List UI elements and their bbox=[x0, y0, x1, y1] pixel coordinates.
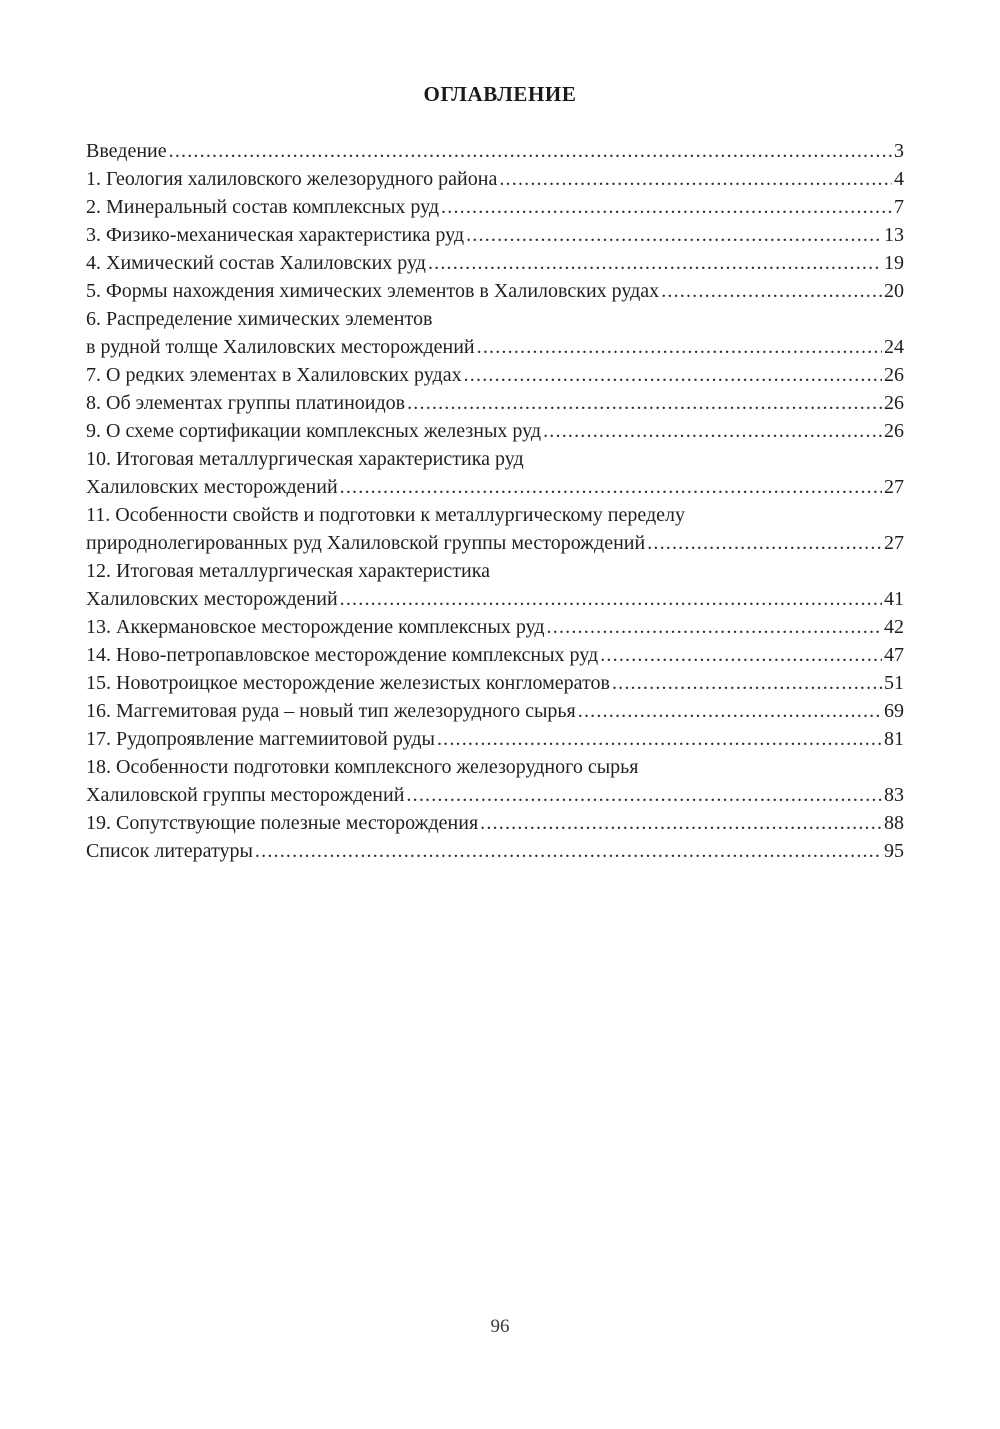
toc-entry-title: 19. Сопутствующие полезные месторождения bbox=[86, 812, 479, 834]
toc-entry-page-number: 81 bbox=[884, 728, 904, 750]
toc-entry bbox=[86, 305, 904, 361]
toc-entry-title: 5. Формы нахождения химических элементов в Халиловских рудах bbox=[86, 280, 660, 302]
toc-entry bbox=[86, 697, 904, 725]
dot-leader bbox=[441, 193, 892, 221]
toc-entry-title: 15. Новотроицкое месторождение железистых конгломератов bbox=[86, 672, 610, 694]
toc-entry-page-number: 7 bbox=[894, 196, 904, 218]
toc-entry bbox=[86, 501, 904, 557]
toc-entry-title: 8. Об элементах группы платиноидов bbox=[86, 392, 406, 414]
toc-entry-title: в рудной толще Халиловских месторождений bbox=[86, 336, 475, 358]
dot-leader bbox=[466, 221, 882, 249]
toc-entry bbox=[86, 753, 904, 809]
dot-leader bbox=[340, 473, 882, 501]
dot-leader bbox=[499, 165, 892, 193]
toc-entry-title-line: 10. Итоговая металлургическая характеристика руд bbox=[86, 448, 524, 470]
toc-entry-page-number: 27 bbox=[884, 532, 904, 554]
dot-leader bbox=[428, 249, 882, 277]
toc-entry bbox=[86, 249, 904, 277]
toc-entry bbox=[86, 669, 904, 697]
toc-entry bbox=[86, 417, 904, 445]
toc-entry-title-line: 12. Итоговая металлургическая характеристика bbox=[86, 560, 490, 582]
toc-entry-title: 16. Маггемитовая руда – новый тип железорудного сырья bbox=[86, 700, 576, 722]
toc-entry-row bbox=[86, 725, 904, 753]
dot-leader bbox=[543, 417, 882, 445]
toc-entry bbox=[86, 277, 904, 305]
toc-entry-title: 4. Химический состав Халиловских руд bbox=[86, 252, 426, 274]
toc-entry-row bbox=[86, 221, 904, 249]
toc-entry-row bbox=[86, 417, 904, 445]
toc-entry bbox=[86, 193, 904, 221]
dot-leader bbox=[578, 697, 882, 725]
toc-entry-page-number: 4 bbox=[894, 168, 904, 190]
toc-entry-row bbox=[86, 781, 904, 809]
toc-entry-row bbox=[86, 809, 904, 837]
toc-entry-row bbox=[86, 837, 904, 865]
toc-entry bbox=[86, 389, 904, 417]
toc-entry bbox=[86, 165, 904, 193]
dot-leader bbox=[437, 725, 882, 753]
toc-entry-row bbox=[86, 165, 904, 193]
toc-entry-row bbox=[86, 277, 904, 305]
toc-entry-row bbox=[86, 529, 904, 557]
toc-entry-row bbox=[86, 333, 904, 361]
toc-entry-row bbox=[86, 389, 904, 417]
page-number: 96 bbox=[490, 1316, 510, 1337]
page-title: ОГЛАВЛЕНИЕ bbox=[423, 82, 577, 106]
toc-entry-title: Введение bbox=[86, 140, 167, 162]
dot-leader bbox=[647, 529, 882, 557]
dot-leader bbox=[612, 669, 882, 697]
toc-entry-title: 7. О редких элементах в Халиловских рудах bbox=[86, 364, 462, 386]
toc-entry bbox=[86, 445, 904, 501]
toc-entry-page-number: 42 bbox=[884, 616, 904, 638]
toc-entry-row bbox=[86, 613, 904, 641]
toc-entry-title-line: 11. Особенности свойств и подготовки к металлургическому переделу bbox=[86, 504, 685, 526]
toc-entry bbox=[86, 641, 904, 669]
toc-entry-page-number: 26 bbox=[884, 392, 904, 414]
toc-entry-row bbox=[86, 249, 904, 277]
toc-entry-title: 14. Ново-петропавловское месторождение комплексных руд bbox=[86, 644, 599, 666]
dot-leader bbox=[464, 361, 882, 389]
table-of-contents bbox=[86, 137, 904, 865]
toc-entry-row bbox=[86, 697, 904, 725]
dot-leader bbox=[477, 333, 882, 361]
toc-entry bbox=[86, 613, 904, 641]
toc-entry-page-number: 20 bbox=[884, 280, 904, 302]
toc-entry-title: 1. Геология халиловского железорудного района bbox=[86, 168, 498, 190]
toc-entry-title: Список литературы bbox=[86, 840, 253, 862]
dot-leader bbox=[340, 585, 882, 613]
toc-entry-page-number: 69 bbox=[884, 700, 904, 722]
dot-leader bbox=[547, 613, 882, 641]
toc-entry-title: 2. Минеральный состав комплексных руд bbox=[86, 196, 440, 218]
toc-entry-title: 13. Аккермановское месторождение комплексных руд bbox=[86, 616, 545, 638]
toc-entry-row bbox=[86, 193, 904, 221]
toc-entry-title-line: 6. Распределение химических элементов bbox=[86, 308, 433, 330]
toc-entry bbox=[86, 137, 904, 165]
dot-leader bbox=[255, 837, 882, 865]
toc-entry-page-number: 19 bbox=[884, 252, 904, 274]
toc-entry bbox=[86, 725, 904, 753]
toc-entry-title-line: 18. Особенности подготовки комплексного железорудного сырья bbox=[86, 756, 639, 778]
dot-leader bbox=[169, 137, 892, 165]
toc-entry-title: Халиловских месторождений bbox=[86, 476, 338, 498]
toc-entry bbox=[86, 221, 904, 249]
toc-entry-page-number: 26 bbox=[884, 420, 904, 442]
toc-entry-row bbox=[86, 361, 904, 389]
dot-leader bbox=[480, 809, 882, 837]
toc-entry-page-number: 88 bbox=[884, 812, 904, 834]
toc-entry bbox=[86, 557, 904, 613]
toc-entry bbox=[86, 809, 904, 837]
toc-entry-page-number: 13 bbox=[884, 224, 904, 246]
toc-entry-title: 9. О схеме сортификации комплексных железных руд bbox=[86, 420, 542, 442]
toc-entry-title: природнолегированных руд Халиловской группы месторождений bbox=[86, 532, 646, 554]
toc-entry-title: 17. Рудопроявление маггемиитовой руды bbox=[86, 728, 435, 750]
toc-entry-page-number: 51 bbox=[884, 672, 904, 694]
toc-entry-title: Халиловской группы месторождений bbox=[86, 784, 405, 806]
toc-entry-page-number: 95 bbox=[884, 840, 904, 862]
toc-entry-page-number: 83 bbox=[884, 784, 904, 806]
toc-entry-page-number: 27 bbox=[884, 476, 904, 498]
toc-entry-page-number: 3 bbox=[894, 140, 904, 162]
toc-entry-row bbox=[86, 473, 904, 501]
toc-entry-title: Халиловских месторождений bbox=[86, 588, 338, 610]
dot-leader bbox=[600, 641, 882, 669]
toc-entry-page-number: 24 bbox=[884, 336, 904, 358]
toc-entry bbox=[86, 837, 904, 865]
toc-entry-page-number: 26 bbox=[884, 364, 904, 386]
toc-entry-row bbox=[86, 137, 904, 165]
toc-entry-page-number: 41 bbox=[884, 588, 904, 610]
dot-leader bbox=[661, 277, 882, 305]
dot-leader bbox=[407, 389, 882, 417]
toc-entry-row bbox=[86, 585, 904, 613]
toc-entry-page-number: 47 bbox=[884, 644, 904, 666]
toc-entry-title: 3. Физико-механическая характеристика руд bbox=[86, 224, 465, 246]
dot-leader bbox=[406, 781, 882, 809]
toc-entry-row bbox=[86, 669, 904, 697]
toc-entry-row bbox=[86, 641, 904, 669]
toc-entry bbox=[86, 361, 904, 389]
